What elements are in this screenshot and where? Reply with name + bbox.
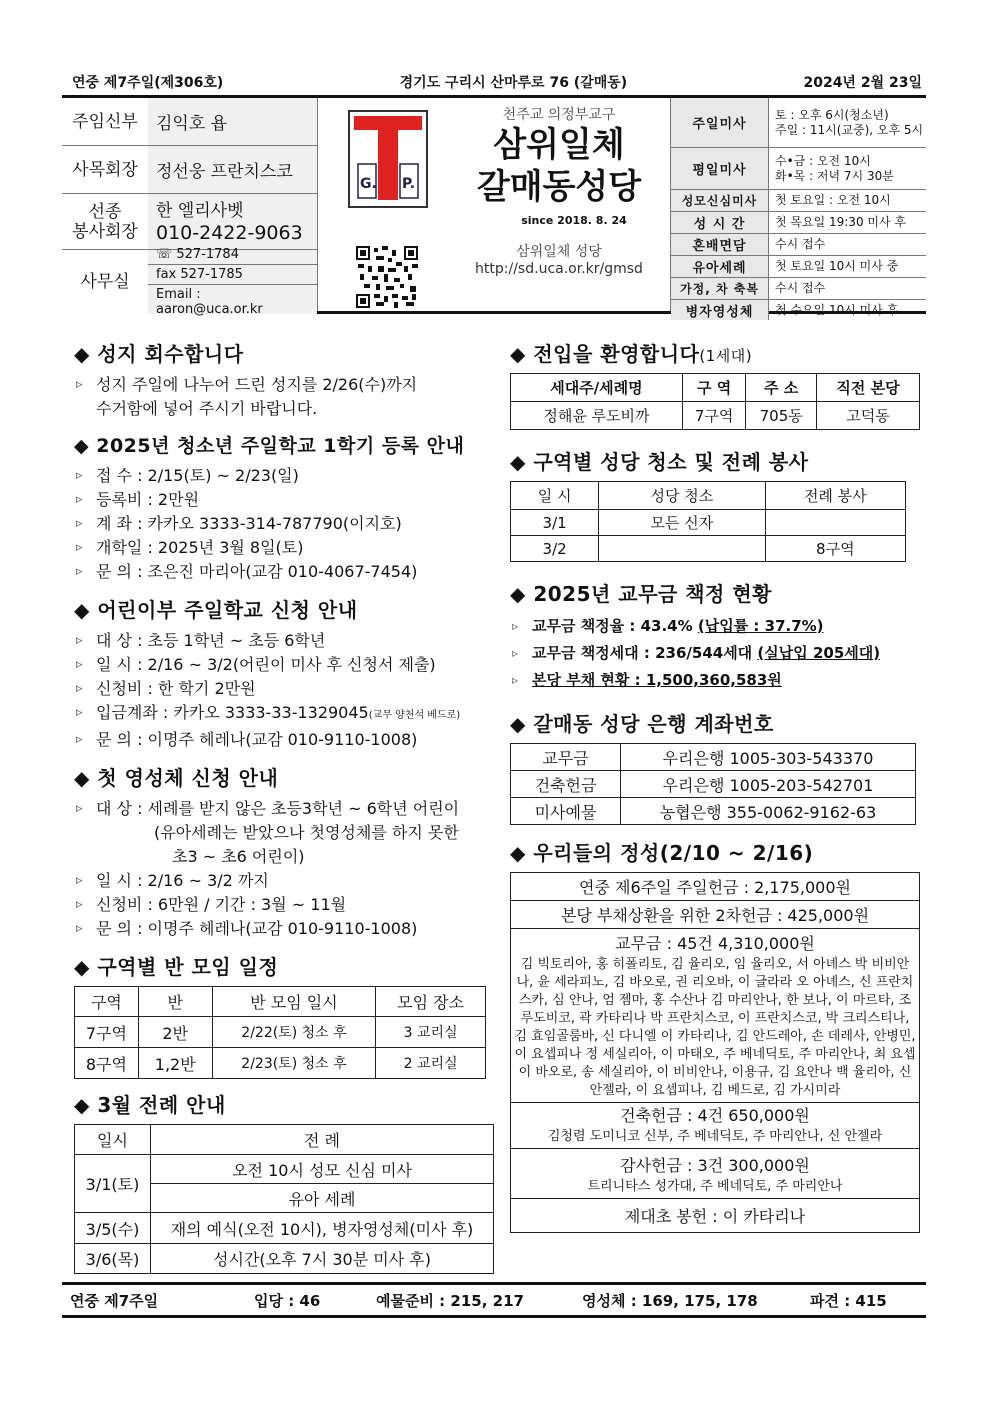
mass-row <box>671 256 926 278</box>
list-item: ▹ 신청비 : 한 학기 2만원 <box>74 677 496 701</box>
table-header: 구역 <box>75 987 139 1017</box>
cleaning-table <box>510 481 906 562</box>
mass-time-line: 주일 : 11시(교중), 오후 5시 <box>775 122 924 137</box>
bank-account: 우리은행 1005-303-543370 <box>621 744 916 771</box>
table-row <box>511 771 916 798</box>
table-cell: 7구역 <box>75 1017 139 1048</box>
table-cell: 3/2 <box>511 536 599 562</box>
mass-label: 성모신심미사 <box>671 190 769 211</box>
list-item: ▹ 문 의 : 조은진 마리아(교감 010-4067-7454) <box>74 560 496 584</box>
list-item: ▹ 계 좌 : 카카오 3333-314-787790(이지호) <box>74 512 496 536</box>
mission-label: 선종 봉사회장 <box>62 194 148 249</box>
list-item: ▹ 일 시 : 2/16 ~ 3/2(어린이 미사 후 신청서 제출) <box>74 653 496 677</box>
office-email: Email : aaron@uca.or.kr <box>156 287 263 317</box>
chair-label: 사목회장 <box>62 146 148 193</box>
footer-liturgy <box>62 1282 926 1318</box>
march-liturgy-table: 일시 전 례 3/1(토) 오전 10시 성모 신심 미사 유아 세례 3/5(수) 재의 예식(오전 10시), 병자영성체(미사 후) 3/6(목) 성시간(오후 7시 30분 미사 후) <box>74 1124 494 1274</box>
list-item: ▹ 등록비 : 2만원 <box>74 488 496 512</box>
altar-candle: 제대초 봉헌 : 이 카타리나 <box>511 1199 920 1233</box>
tithe-rate: ▹ 교무금 책정율 : 43.4% (납입률 : 37.7%) <box>510 613 926 640</box>
list-item: ▹ 성지 주일에 나누어 드린 성지를 2/26(수)까지 <box>74 373 496 397</box>
mass-label: 병자영성체 <box>671 300 769 320</box>
table-cell: 성시간(오후 7시 30분 미사 후) <box>151 1244 494 1274</box>
table-cell <box>599 536 765 562</box>
section-offerings-title: ◆ 우리들의 정성(2/10 ~ 2/16) <box>510 841 814 865</box>
table-row <box>511 798 916 825</box>
mass-time <box>769 148 926 189</box>
bank-type: 미사예물 <box>511 798 621 825</box>
mass-row <box>671 212 926 234</box>
mass-time <box>769 256 926 277</box>
staff-box <box>62 98 318 317</box>
mass-label: 혼배면담 <box>671 234 769 255</box>
mass-label: 가정, 차 축복 <box>671 278 769 299</box>
mass-row <box>671 190 926 212</box>
church-logo <box>348 110 428 208</box>
address: 경기도 구리시 산마루로 76 (갈매동) <box>399 75 628 91</box>
mass-label: 성 시 간 <box>671 212 769 233</box>
table-cell: 3/1 <box>511 510 599 536</box>
table-header: 일 시 <box>511 482 599 510</box>
mass-row <box>671 278 926 300</box>
welcome-table <box>510 373 920 430</box>
table-header: 구 역 <box>682 374 745 402</box>
mass-time <box>769 300 926 320</box>
qr-code-icon[interactable] <box>356 246 418 308</box>
mass-label: 평일미사 <box>671 148 769 189</box>
table-cell: 8구역 <box>765 536 905 562</box>
diocese: 천주교 의정부교구 <box>502 107 616 123</box>
table-header: 세대주/세례명 <box>511 374 683 402</box>
section-cleaning-title: ◆ 구역별 성당 청소 및 전례 봉사 <box>510 450 809 474</box>
sunday-offering: 연중 제6주일 주일헌금 : 2,175,000원 <box>511 873 920 901</box>
bank-account: 농협은행 355-0062-9162-63 <box>621 798 916 825</box>
table-cell: 유아 세례 <box>151 1184 494 1213</box>
table-cell <box>765 510 905 536</box>
table-cell: 2/23(토) 청소 후 <box>212 1048 376 1079</box>
list-item: ▹ 문 의 : 이명주 헤레나(교감 010-9110-1008) <box>74 728 496 752</box>
offerings-table <box>510 872 920 1233</box>
tithe-names: 김 빅토리아, 홍 히폴리토, 김 율리오, 임 율리오, 서 아녜스 박 비비안나, 윤 세라피노, 김 바오로, 권 리오바, 이 글라라 오 아녜스, 신 프란치스카, 심 안나, 엄 젬마, 홍 수산나 김 마리안나, 한 보나, 이 마르타, 조 루도비코, 곽 카타리나 박 프란치스코, 이 프란치스코, 박 크리스티나, 김 효임골룸바, 신 다니엘 이 카타리나, 김 안드레아, 손 데레사, 안병민, 이 요셉피나 정 세실리아, 이 마태오, 주 베네딕토, 주 마리안나, 최 요셉 이 바오로, 송 세실리아, 이 비비안나, 이용규, 김 요안나 백 율리아, 신 안젤라, 이 요셉피나, 김 베드로, 김 가시미라 <box>514 957 916 1098</box>
mass-time-line: 토 : 오후 6시(청소년) <box>775 107 889 122</box>
header <box>62 98 926 320</box>
chair-name: 정선웅 프란치스코 <box>148 146 317 193</box>
table-cell: 705동 <box>746 402 817 430</box>
mass-time-line: 첫 토요일 10시 미사 중 <box>775 259 899 273</box>
table-cell: 8구역 <box>75 1048 139 1079</box>
building-names: 김청렴 도미니코 신부, 주 베네딕토, 주 마리안나, 신 안젤라 <box>547 1129 883 1144</box>
footer-offertory: 예물준비 : 215, 217 <box>376 1291 524 1310</box>
mass-time-line: 수시 접수 <box>775 281 826 295</box>
mass-time-line: 첫 수요일 10시 미사 후 <box>775 302 899 317</box>
table-header: 반 모임 일시 <box>212 987 376 1017</box>
list-item: (유아세례는 받았으나 첫영성체를 하지 못한 <box>154 823 459 842</box>
logo-letter-g: G. <box>360 176 377 192</box>
table-row <box>75 1048 486 1079</box>
table-header: 직전 본당 <box>817 374 920 402</box>
mass-row <box>671 148 926 190</box>
debt-offering: 본당 부채상환을 위한 2차헌금 : 425,000원 <box>511 901 920 929</box>
list-item: 초3 ~ 초6 어린이) <box>172 847 305 866</box>
table-header: 모임 장소 <box>376 987 486 1017</box>
top-info-line <box>62 68 926 98</box>
table-cell: 1,2반 <box>138 1048 212 1079</box>
thanks-total: 감사헌금 : 3건 300,000원 <box>620 1156 810 1175</box>
table-header: 전례 봉사 <box>765 482 905 510</box>
mass-time <box>769 234 926 255</box>
mission-name: 한 엘리사벳 <box>156 200 244 221</box>
footer-entrance: 입당 : 46 <box>254 1291 321 1310</box>
table-cell: 모든 신자 <box>599 510 765 536</box>
list-item: ▹ 입금계좌 : 카카오 3333-33-1329045(교무 양천석 베드로) <box>74 701 496 728</box>
table-cell: 3 교리실 <box>376 1017 486 1048</box>
section-youth-school-title: ◆ 2025년 청소년 주일학교 1학기 등록 안내 <box>74 435 465 457</box>
mass-time <box>769 98 926 147</box>
list-item: ▹ 접 수 : 2/15(토) ~ 2/23(일) <box>74 464 496 488</box>
footer-dismissal: 파견 : 415 <box>810 1291 887 1310</box>
building-total: 건축헌금 : 4건 650,000원 <box>620 1106 810 1125</box>
section-bank-title: ◆ 갈매동 성당 은행 계좌번호 <box>510 712 774 736</box>
mass-time-line: 첫 토요일 : 오전 10시 <box>775 193 891 207</box>
list-item: 수거함에 넣어 주시기 바랍니다. <box>96 399 318 418</box>
table-cell: 2 교리실 <box>376 1048 486 1079</box>
issue-date: 2024년 2월 23일 <box>803 75 922 91</box>
section-welcome-title: ◆ 전입을 환영합니다(1세대) <box>510 342 753 366</box>
table-header: 주 소 <box>746 374 817 402</box>
mission-phone: 010-2422-9063 <box>156 221 303 244</box>
mass-time <box>769 212 926 233</box>
bank-table <box>510 743 916 825</box>
bank-type: 건축헌금 <box>511 771 621 798</box>
pastor-name: 김익호 욥 <box>148 98 317 145</box>
mass-time-line: 수시 접수 <box>775 237 826 251</box>
pastor-label: 주임신부 <box>62 98 148 145</box>
church-name-2: 갈매동성당 <box>476 167 642 207</box>
office-tel: ☏ 527-1784 <box>148 245 317 265</box>
mass-label: 유아세례 <box>671 256 769 277</box>
mass-time-line: 수•금 : 오전 10시 <box>775 153 871 168</box>
tithe-households: ▹ 교무금 책정세대 : 236/544세대 (실납입 205세대) <box>510 640 926 667</box>
mass-row <box>671 300 926 320</box>
table-header: 성당 청소 <box>599 482 765 510</box>
church-name-1: 삼위일체 <box>493 125 625 165</box>
mass-time-line: 화•목 : 저녁 7시 30분 <box>775 168 894 183</box>
section-tithe-title: ◆ 2025년 교무금 책정 현황 <box>510 582 772 606</box>
issue-label: 연중 제7주일(제306호) <box>72 75 224 91</box>
section-palm-return-title: ◆ 성지 회수합니다 <box>74 342 244 366</box>
table-cell: 3/6(목) <box>75 1244 151 1274</box>
table-cell: 2/22(토) 청소 후 <box>212 1017 376 1048</box>
table-row <box>511 536 906 562</box>
table-row <box>75 1017 486 1048</box>
office-fax: fax 527-1785 <box>148 265 317 285</box>
parish-debt: ▹ 본당 부채 현황 : 1,500,360,583원 <box>510 667 926 694</box>
mass-time-line: 첫 목요일 19:30 미사 후 <box>775 215 906 229</box>
table-cell: 오전 10시 성모 신심 미사 <box>151 1155 494 1184</box>
table-cell: 재의 예식(오전 10시), 병자영성체(미사 후) <box>151 1213 494 1244</box>
logo-letter-p: P. <box>402 176 416 192</box>
mass-time <box>769 190 926 211</box>
table-header: 반 <box>138 987 212 1017</box>
thanks-names: 트리니타스 성가대, 주 베네딕토, 주 마리안나 <box>587 1179 843 1194</box>
list-item: ▹ 일 시 : 2/16 ~ 3/2 까지 <box>74 869 496 893</box>
list-item: ▹ 대 상 : 세례를 받지 않은 초등3학년 ~ 6학년 어린이 <box>74 797 496 821</box>
right-column <box>496 328 926 1274</box>
church-url[interactable]: http://sd.uca.or.kr/gmsd <box>475 261 643 277</box>
office-label: 사무실 <box>62 250 148 314</box>
footer-week: 연중 제7주일 <box>70 1291 159 1310</box>
church-subtitle: 삼위일체 성당 <box>516 244 602 260</box>
list-item: ▹ 신청비 : 6만원 / 기간 : 3월 ~ 11월 <box>74 893 496 917</box>
tithe-total: 교무금 : 45건 4,310,000원 <box>615 934 815 953</box>
table-cell: 7구역 <box>682 402 745 430</box>
since-date: since 2018. 8. 24 <box>521 214 627 227</box>
table-cell: 고덕동 <box>817 402 920 430</box>
section-first-communion-title: ◆ 첫 영성체 신청 안내 <box>74 766 279 790</box>
mass-schedule <box>670 98 926 320</box>
list-item: ▹ 대 상 : 초등 1학년 ~ 초등 6학년 <box>74 629 496 653</box>
mass-time <box>769 278 926 299</box>
mass-row <box>671 234 926 256</box>
bank-account: 우리은행 1005-203-542701 <box>621 771 916 798</box>
table-row <box>511 744 916 771</box>
church-title <box>448 100 670 277</box>
list-item: ▹ 개학일 : 2025년 3월 8일(토) <box>74 536 496 560</box>
mass-label: 주일미사 <box>671 98 769 147</box>
left-column <box>62 328 496 1274</box>
section-children-school-title: ◆ 어린이부 주일학교 신청 안내 <box>74 598 358 622</box>
table-cell: 2반 <box>138 1017 212 1048</box>
church-title-box <box>318 98 670 311</box>
table-cell: 정해윤 루도비까 <box>511 402 683 430</box>
table-cell: 3/1(토) <box>75 1155 151 1213</box>
table-cell: 3/5(수) <box>75 1213 151 1244</box>
section-march-liturgy-title: ◆ 3월 전례 안내 <box>74 1093 226 1117</box>
table-row <box>511 510 906 536</box>
footer-communion: 영성체 : 169, 175, 178 <box>582 1291 758 1310</box>
bank-type: 교무금 <box>511 744 621 771</box>
list-item: ▹ 문 의 : 이명주 헤레나(교감 010-9110-1008) <box>74 917 496 941</box>
bulletin-page <box>62 68 926 1274</box>
mass-row <box>671 98 926 148</box>
section-group-meeting-title: ◆ 구역별 반 모임 일정 <box>74 955 279 979</box>
group-meeting-table <box>74 986 486 1079</box>
